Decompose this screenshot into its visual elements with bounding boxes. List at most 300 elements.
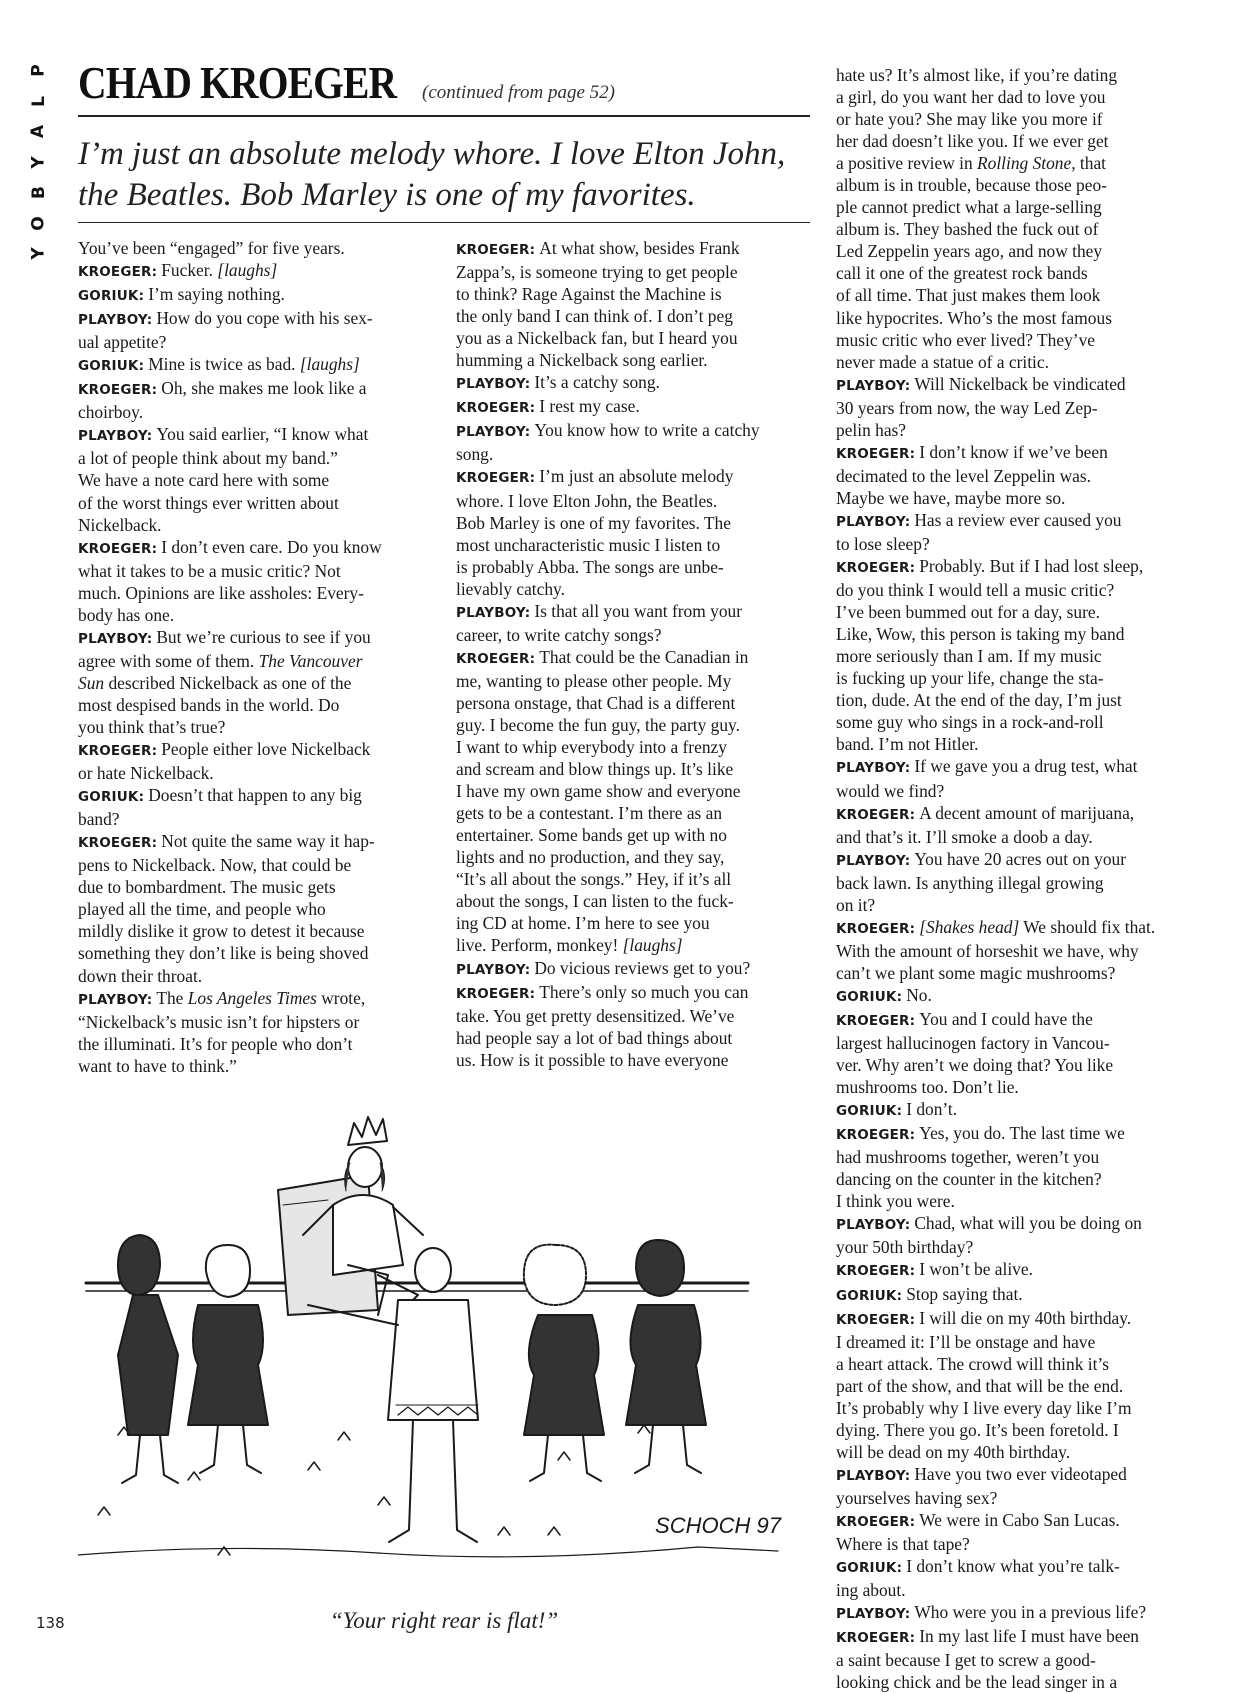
speaker-label: KROEGER: xyxy=(456,400,536,417)
text-line xyxy=(78,876,432,898)
header-rule xyxy=(78,115,810,117)
text-line xyxy=(456,600,810,624)
text-line xyxy=(836,1258,1192,1282)
speaker-label: PLAYBOY: xyxy=(78,991,153,1008)
speaker-label: KROEGER: xyxy=(836,1012,916,1029)
text-line xyxy=(836,174,1192,196)
line-text: of the worst things ever written about xyxy=(78,492,339,513)
text-line xyxy=(78,854,432,876)
text-line xyxy=(836,848,1192,872)
text-line xyxy=(836,130,1192,152)
text-line xyxy=(836,1190,1192,1212)
woman-figure-2 xyxy=(188,1245,268,1473)
line-text: lievably catchy. xyxy=(456,578,565,599)
line-text: Not quite the same way it hap- xyxy=(161,831,375,852)
text-line xyxy=(78,1055,432,1077)
line-text: I dreamed it: I’ll be onstage and have xyxy=(836,1331,1096,1352)
line-text: want to have to think.” xyxy=(78,1055,237,1076)
text-line xyxy=(836,1122,1192,1146)
text-line xyxy=(836,1397,1192,1419)
line-text: No. xyxy=(906,984,932,1005)
text-line xyxy=(836,645,1192,667)
line-text: would we find? xyxy=(836,780,945,801)
text-line xyxy=(456,1049,810,1071)
line-text: Mine is twice as bad. [laughs] xyxy=(148,354,360,375)
line-text: The Los Angeles Times wrote, xyxy=(156,987,366,1008)
line-text: lights and no production, and they say, xyxy=(456,847,725,868)
text-line xyxy=(836,284,1192,306)
line-text: dying. There you go. It’s been foretold. I xyxy=(836,1419,1119,1440)
speaker-label: GORIUK: xyxy=(78,789,145,806)
line-text: a heart attack. The crowd will think it’s xyxy=(836,1353,1110,1374)
wordmark-letter: L xyxy=(28,95,49,107)
text-line xyxy=(456,981,810,1005)
line-text: Who were you in a previous life? xyxy=(914,1602,1147,1623)
text-line xyxy=(456,419,810,443)
text-line xyxy=(456,371,810,395)
line-text: I won’t be alive. xyxy=(919,1259,1033,1280)
text-line xyxy=(456,283,810,305)
article-header xyxy=(78,56,615,112)
speaker-label: KROEGER: xyxy=(456,985,536,1002)
text-line xyxy=(78,694,432,716)
speaker-label: KROEGER: xyxy=(836,560,916,577)
line-text: I’m just an absolute melody xyxy=(539,466,734,487)
line-text: I don’t know what you’re talk- xyxy=(906,1556,1120,1577)
line-text: tion, dude. At the end of the day, I’m just xyxy=(836,690,1122,711)
text-column-2 xyxy=(456,237,810,1071)
speaker-label: KROEGER: xyxy=(78,540,158,557)
speaker-label: KROEGER: xyxy=(456,242,536,258)
text-line xyxy=(836,262,1192,284)
line-text: I don’t. xyxy=(906,1099,958,1120)
text-line xyxy=(78,377,432,401)
line-text: like hypocrites. Who’s the most famous xyxy=(836,307,1112,328)
text-line xyxy=(836,1168,1192,1190)
text-line xyxy=(836,240,1192,262)
line-text: about the songs, I can listen to the fuck- xyxy=(456,891,734,912)
text-line xyxy=(836,755,1192,779)
speaker-label: KROEGER: xyxy=(836,1630,916,1647)
speaker-label: PLAYBOY: xyxy=(836,760,911,777)
line-text: I rest my case. xyxy=(539,396,640,417)
text-line xyxy=(78,898,432,920)
line-text: Has a review ever caused you xyxy=(914,509,1122,530)
text-line xyxy=(456,261,810,283)
line-text: dancing on the counter in the kitchen? xyxy=(836,1169,1102,1190)
text-line xyxy=(456,692,810,714)
line-text: “It’s all about the songs.” Hey, if it’s all xyxy=(456,869,732,890)
line-text: song. xyxy=(456,444,494,465)
line-text: something they don’t like is being shoved xyxy=(78,943,369,964)
crown-icon xyxy=(348,1117,387,1145)
text-line xyxy=(836,940,1192,962)
text-line xyxy=(836,1601,1192,1625)
text-line xyxy=(78,716,432,738)
text-line xyxy=(836,1353,1192,1375)
text-line xyxy=(836,373,1192,397)
line-text: Doesn’t that happen to any big xyxy=(148,785,362,806)
text-line xyxy=(456,846,810,868)
wordmark-letter: P xyxy=(28,64,49,77)
text-line xyxy=(836,1533,1192,1555)
continued-note: (continued from page 52) xyxy=(422,82,615,103)
line-text: the illuminati. It’s for people who don’t xyxy=(78,1033,353,1054)
text-line xyxy=(456,646,810,670)
text-line xyxy=(836,916,1192,940)
text-line xyxy=(456,395,810,419)
line-text: gets to be a contestant. I’m there as an xyxy=(456,803,723,824)
line-text: a lot of people think about my band.” xyxy=(78,448,338,469)
text-line xyxy=(836,1331,1192,1353)
line-text: had people say a lot of bad things about xyxy=(456,1027,733,1048)
text-line xyxy=(456,556,810,578)
line-text: or hate Nickelback. xyxy=(78,763,214,784)
line-text: Nickelback. xyxy=(78,514,162,535)
text-line xyxy=(836,218,1192,240)
text-line xyxy=(836,555,1192,579)
line-text: I will die on my 40th birthday. xyxy=(919,1307,1132,1328)
text-line xyxy=(836,196,1192,218)
pullquote-rule xyxy=(78,222,810,223)
line-text: will be dead on my 40th birthday. xyxy=(836,1441,1071,1462)
text-line xyxy=(836,397,1192,419)
article-title: CHAD KROEGER xyxy=(78,57,397,108)
text-line xyxy=(78,1011,432,1033)
text-line xyxy=(836,86,1192,108)
text-line xyxy=(78,784,432,808)
line-text: and scream and blow things up. It’s like xyxy=(456,759,734,780)
line-text: Maybe we have, maybe more so. xyxy=(836,487,1066,508)
line-text: Do vicious reviews get to you? xyxy=(534,957,751,978)
line-text: ing CD at home. I’m here to see you xyxy=(456,913,710,934)
line-text: Zappa’s, is someone trying to get people xyxy=(456,262,738,283)
line-text: more seriously than I am. If my music xyxy=(836,646,1102,667)
line-text: I don’t even care. Do you know xyxy=(161,536,382,557)
line-text: is probably Abba. The songs are unbe- xyxy=(456,556,724,577)
line-text: a saint because I get to screw a good- xyxy=(836,1650,1096,1671)
line-text: looking chick and be the lead singer in a xyxy=(836,1672,1118,1693)
text-line xyxy=(836,667,1192,689)
line-text: a positive review in Rolling Stone, that xyxy=(836,153,1107,174)
text-line xyxy=(456,1027,810,1049)
line-text: album is. They bashed the fuck out of xyxy=(836,219,1099,240)
line-text: a girl, do you want her dad to love you xyxy=(836,87,1106,108)
line-text: You and I could have the xyxy=(919,1008,1093,1029)
text-line xyxy=(78,604,432,626)
line-text: In my last life I must have been xyxy=(919,1626,1140,1647)
line-text: ver. Why aren’t we doing that? You like xyxy=(836,1055,1114,1076)
line-text: You said earlier, “I know what xyxy=(156,424,369,445)
text-line xyxy=(836,780,1192,802)
text-line xyxy=(456,305,810,327)
speaker-label: KROEGER: xyxy=(836,445,916,462)
line-text: Stop saying that. xyxy=(906,1283,1023,1304)
speaker-label: KROEGER: xyxy=(78,264,158,281)
line-text: mushrooms too. Don’t lie. xyxy=(836,1077,1019,1098)
line-text: whore. I love Elton John, the Beatles. xyxy=(456,490,718,511)
line-text: had mushrooms together, weren’t you xyxy=(836,1147,1100,1168)
line-text: body has one. xyxy=(78,604,175,625)
line-text: hate us? It’s almost like, if you’re dating xyxy=(836,65,1118,85)
text-line xyxy=(836,1463,1192,1487)
speaker-label: PLAYBOY: xyxy=(836,1217,911,1234)
line-text: decimated to the level Zeppelin was. xyxy=(836,465,1091,486)
line-text: music critic who ever lived? They’ve xyxy=(836,329,1095,350)
line-text: career, to write catchy songs? xyxy=(456,624,662,645)
line-text: you think that’s true? xyxy=(78,716,226,737)
text-line xyxy=(836,579,1192,601)
text-line xyxy=(456,237,810,261)
playboy-vertical-wordmark xyxy=(28,62,50,262)
text-line xyxy=(456,349,810,371)
text-line xyxy=(78,582,432,604)
cartoonist-signature: SCHOCH 97 xyxy=(655,1513,781,1538)
speaker-label: PLAYBOY: xyxy=(456,376,531,393)
line-text: to think? Rage Against the Machine is xyxy=(456,284,722,305)
text-line xyxy=(78,738,432,762)
text-line xyxy=(836,329,1192,351)
line-text: It’s a catchy song. xyxy=(534,372,660,393)
text-line xyxy=(78,536,432,560)
line-text: band. I’m not Hitler. xyxy=(836,734,979,755)
text-line xyxy=(836,307,1192,329)
line-text: We have a note card here with some xyxy=(78,470,330,491)
text-line xyxy=(456,465,810,489)
text-line xyxy=(78,283,432,307)
line-text: entertainer. Some bands get up with no xyxy=(456,825,727,846)
text-line xyxy=(836,1236,1192,1258)
speaker-label: KROEGER: xyxy=(456,650,536,667)
line-text: We were in Cabo San Lucas. xyxy=(919,1510,1120,1530)
text-line xyxy=(78,353,432,377)
line-text: Where is that tape? xyxy=(836,1534,970,1555)
text-line xyxy=(836,623,1192,645)
line-text: largest hallucinogen factory in Vancou- xyxy=(836,1033,1110,1054)
text-line xyxy=(836,1054,1192,1076)
text-line xyxy=(836,152,1192,174)
line-text: If we gave you a drug test, what xyxy=(914,756,1138,777)
line-text: me, wanting to please other people. My xyxy=(456,670,732,691)
text-line xyxy=(836,1625,1192,1649)
line-text: is fucking up your life, change the sta- xyxy=(836,668,1104,689)
line-text: Like, Wow, this person is taking my band xyxy=(836,624,1125,645)
text-line xyxy=(78,1033,432,1055)
text-line xyxy=(456,327,810,349)
line-text: take. You get pretty desensitized. We’ve xyxy=(456,1005,735,1026)
line-text: Yes, you do. The last time we xyxy=(919,1123,1125,1144)
text-line xyxy=(836,1509,1192,1533)
text-line xyxy=(836,1579,1192,1601)
woman-figure-1 xyxy=(118,1235,178,1483)
line-text: Chad, what will you be doing on xyxy=(914,1213,1142,1234)
text-line xyxy=(836,1487,1192,1509)
cartoon-caption: “Your right rear is flat!” xyxy=(329,1608,559,1633)
woman-figure-3 xyxy=(524,1245,604,1481)
text-line xyxy=(836,1649,1192,1671)
text-line xyxy=(456,934,810,956)
text-line xyxy=(456,957,810,981)
line-text: You’ve been “engaged” for five years. xyxy=(78,238,345,258)
line-text: 30 years from now, the way Led Zep- xyxy=(836,397,1098,418)
text-line xyxy=(78,560,432,582)
line-text: I’ve been bummed out for a day, sure. xyxy=(836,602,1100,623)
text-column-3 xyxy=(836,64,1192,1693)
speaker-label: KROEGER: xyxy=(456,470,536,487)
text-line xyxy=(456,670,810,692)
speaker-label: KROEGER: xyxy=(836,1514,916,1530)
line-text: and that’s it. I’ll smoke a doob a day. xyxy=(836,826,1093,847)
text-line xyxy=(78,942,432,964)
text-line xyxy=(836,351,1192,373)
line-text: That could be the Canadian in xyxy=(539,646,749,667)
line-text: ual appetite? xyxy=(78,332,167,353)
line-text: “Nickelback’s music isn’t for hipsters or xyxy=(78,1011,360,1032)
line-text: yourselves having sex? xyxy=(836,1487,998,1508)
pull-quote: I’m just an absolute melody whore. I love Elton John, the Beatles. Bob Marley is one of my favorites. xyxy=(78,136,786,213)
wordmark-letter: Y xyxy=(28,247,49,260)
text-line xyxy=(836,1283,1192,1307)
line-text: I want to whip everybody into a frenzy xyxy=(456,737,727,758)
text-line xyxy=(836,1032,1192,1054)
line-text: of all time. That just makes them look xyxy=(836,285,1101,306)
speaker-label: PLAYBOY: xyxy=(456,604,531,621)
text-line xyxy=(836,1212,1192,1236)
cartoon-illustration xyxy=(78,1115,808,1585)
text-line xyxy=(836,419,1192,441)
speaker-label: GORIUK: xyxy=(836,1287,903,1304)
text-line xyxy=(836,1307,1192,1331)
text-line xyxy=(836,1671,1192,1693)
text-line xyxy=(836,984,1192,1008)
line-text: Oh, she makes me look like a xyxy=(161,378,367,399)
speaker-label: KROEGER: xyxy=(836,920,916,937)
line-text: live. Perform, monkey! [laughs] xyxy=(456,935,683,956)
line-text: I have my own game show and everyone xyxy=(456,781,741,802)
line-text: Led Zeppelin years ago, and now they xyxy=(836,241,1103,262)
text-line xyxy=(836,1008,1192,1032)
text-line xyxy=(78,920,432,942)
text-line xyxy=(456,624,810,646)
page-number: 138 xyxy=(36,1614,65,1632)
text-line xyxy=(836,509,1192,533)
text-line xyxy=(836,465,1192,487)
text-line xyxy=(456,780,810,802)
text-line xyxy=(456,802,810,824)
text-line xyxy=(78,423,432,447)
speaker-label: PLAYBOY: xyxy=(836,1606,911,1623)
line-text: ple cannot predict what a large-selling xyxy=(836,197,1102,218)
text-line xyxy=(78,987,432,1011)
line-text: Will Nickelback be vindicated xyxy=(914,373,1126,394)
line-text: on it? xyxy=(836,894,876,915)
speaker-label: PLAYBOY: xyxy=(78,428,153,445)
speaker-label: KROEGER: xyxy=(78,835,158,852)
line-text: mildly dislike it grow to detest it because xyxy=(78,921,365,942)
text-line xyxy=(456,512,810,534)
line-text: I think you were. xyxy=(836,1191,955,1212)
line-text: humming a Nickelback song earlier. xyxy=(456,350,708,371)
text-line xyxy=(836,487,1192,509)
text-line xyxy=(836,711,1192,733)
line-text: ing about. xyxy=(836,1580,906,1601)
text-line xyxy=(456,912,810,934)
line-text: guy. I become the fun guy, the party guy. xyxy=(456,714,740,735)
line-text: to lose sleep? xyxy=(836,533,930,554)
speaker-label: GORIUK: xyxy=(836,988,903,1005)
text-line xyxy=(456,578,810,600)
text-line xyxy=(78,650,432,672)
text-line xyxy=(836,601,1192,623)
text-line xyxy=(836,1098,1192,1122)
line-text: Bob Marley is one of my favorites. The xyxy=(456,512,731,533)
line-text: can’t we plant some magic mushrooms? xyxy=(836,962,1116,983)
speaker-label: KROEGER: xyxy=(78,743,158,760)
text-line xyxy=(456,714,810,736)
speaker-label: PLAYBOY: xyxy=(836,377,911,394)
speaker-label: KROEGER: xyxy=(836,1263,916,1280)
text-line xyxy=(836,826,1192,848)
line-text: most despised bands in the world. Do xyxy=(78,694,340,715)
text-line xyxy=(836,441,1192,465)
text-line xyxy=(836,1146,1192,1168)
line-text: do you think I would tell a music critic? xyxy=(836,580,1115,601)
text-line xyxy=(836,1419,1192,1441)
wordmark-letter: O xyxy=(28,215,49,231)
text-line xyxy=(836,962,1192,984)
line-text: or hate you? She may like you more if xyxy=(836,109,1103,130)
line-text: due to bombardment. The music gets xyxy=(78,877,336,898)
line-text: You have 20 acres out on your xyxy=(914,848,1127,869)
text-column-1 xyxy=(78,237,432,1077)
line-text: I’m saying nothing. xyxy=(148,284,285,305)
text-line xyxy=(78,514,432,536)
text-line xyxy=(78,808,432,830)
wordmark-letter: Y xyxy=(28,155,49,169)
line-text: played all the time, and people who xyxy=(78,899,326,920)
text-line xyxy=(456,758,810,780)
text-line xyxy=(78,830,432,854)
speaker-label: GORIUK: xyxy=(78,288,145,305)
wordmark-letter: B xyxy=(28,186,49,199)
line-text: How do you cope with his sex- xyxy=(156,308,373,329)
text-line xyxy=(78,331,432,353)
speaker-label: GORIUK: xyxy=(78,358,145,375)
text-line xyxy=(836,108,1192,130)
line-text: some guy who sings in a rock-and-roll xyxy=(836,712,1104,733)
text-line xyxy=(836,802,1192,826)
text-line xyxy=(456,534,810,556)
wordmark-letter: A xyxy=(28,124,49,139)
speaker-label: KROEGER: xyxy=(836,1311,916,1328)
line-text: much. Opinions are like assholes: Every- xyxy=(78,582,364,603)
line-text: [Shakes head] We should fix that. xyxy=(919,916,1156,937)
text-line xyxy=(836,872,1192,894)
text-line xyxy=(836,533,1192,555)
line-text: There’s only so much you can xyxy=(539,981,749,1002)
speaker-label: PLAYBOY: xyxy=(78,630,153,647)
line-text: down their throat. xyxy=(78,965,203,986)
line-text: persona onstage, that Chad is a different xyxy=(456,692,736,713)
text-line xyxy=(78,762,432,784)
line-text: most uncharacteristic music I listen to xyxy=(456,534,721,555)
speaker-label: PLAYBOY: xyxy=(836,1467,911,1484)
text-line xyxy=(456,868,810,890)
line-text: pelin has? xyxy=(836,419,907,440)
line-text: Fucker. [laughs] xyxy=(161,260,278,281)
line-text: band? xyxy=(78,809,120,830)
line-text: you as a Nickelback fan, but I heard you xyxy=(456,328,738,349)
